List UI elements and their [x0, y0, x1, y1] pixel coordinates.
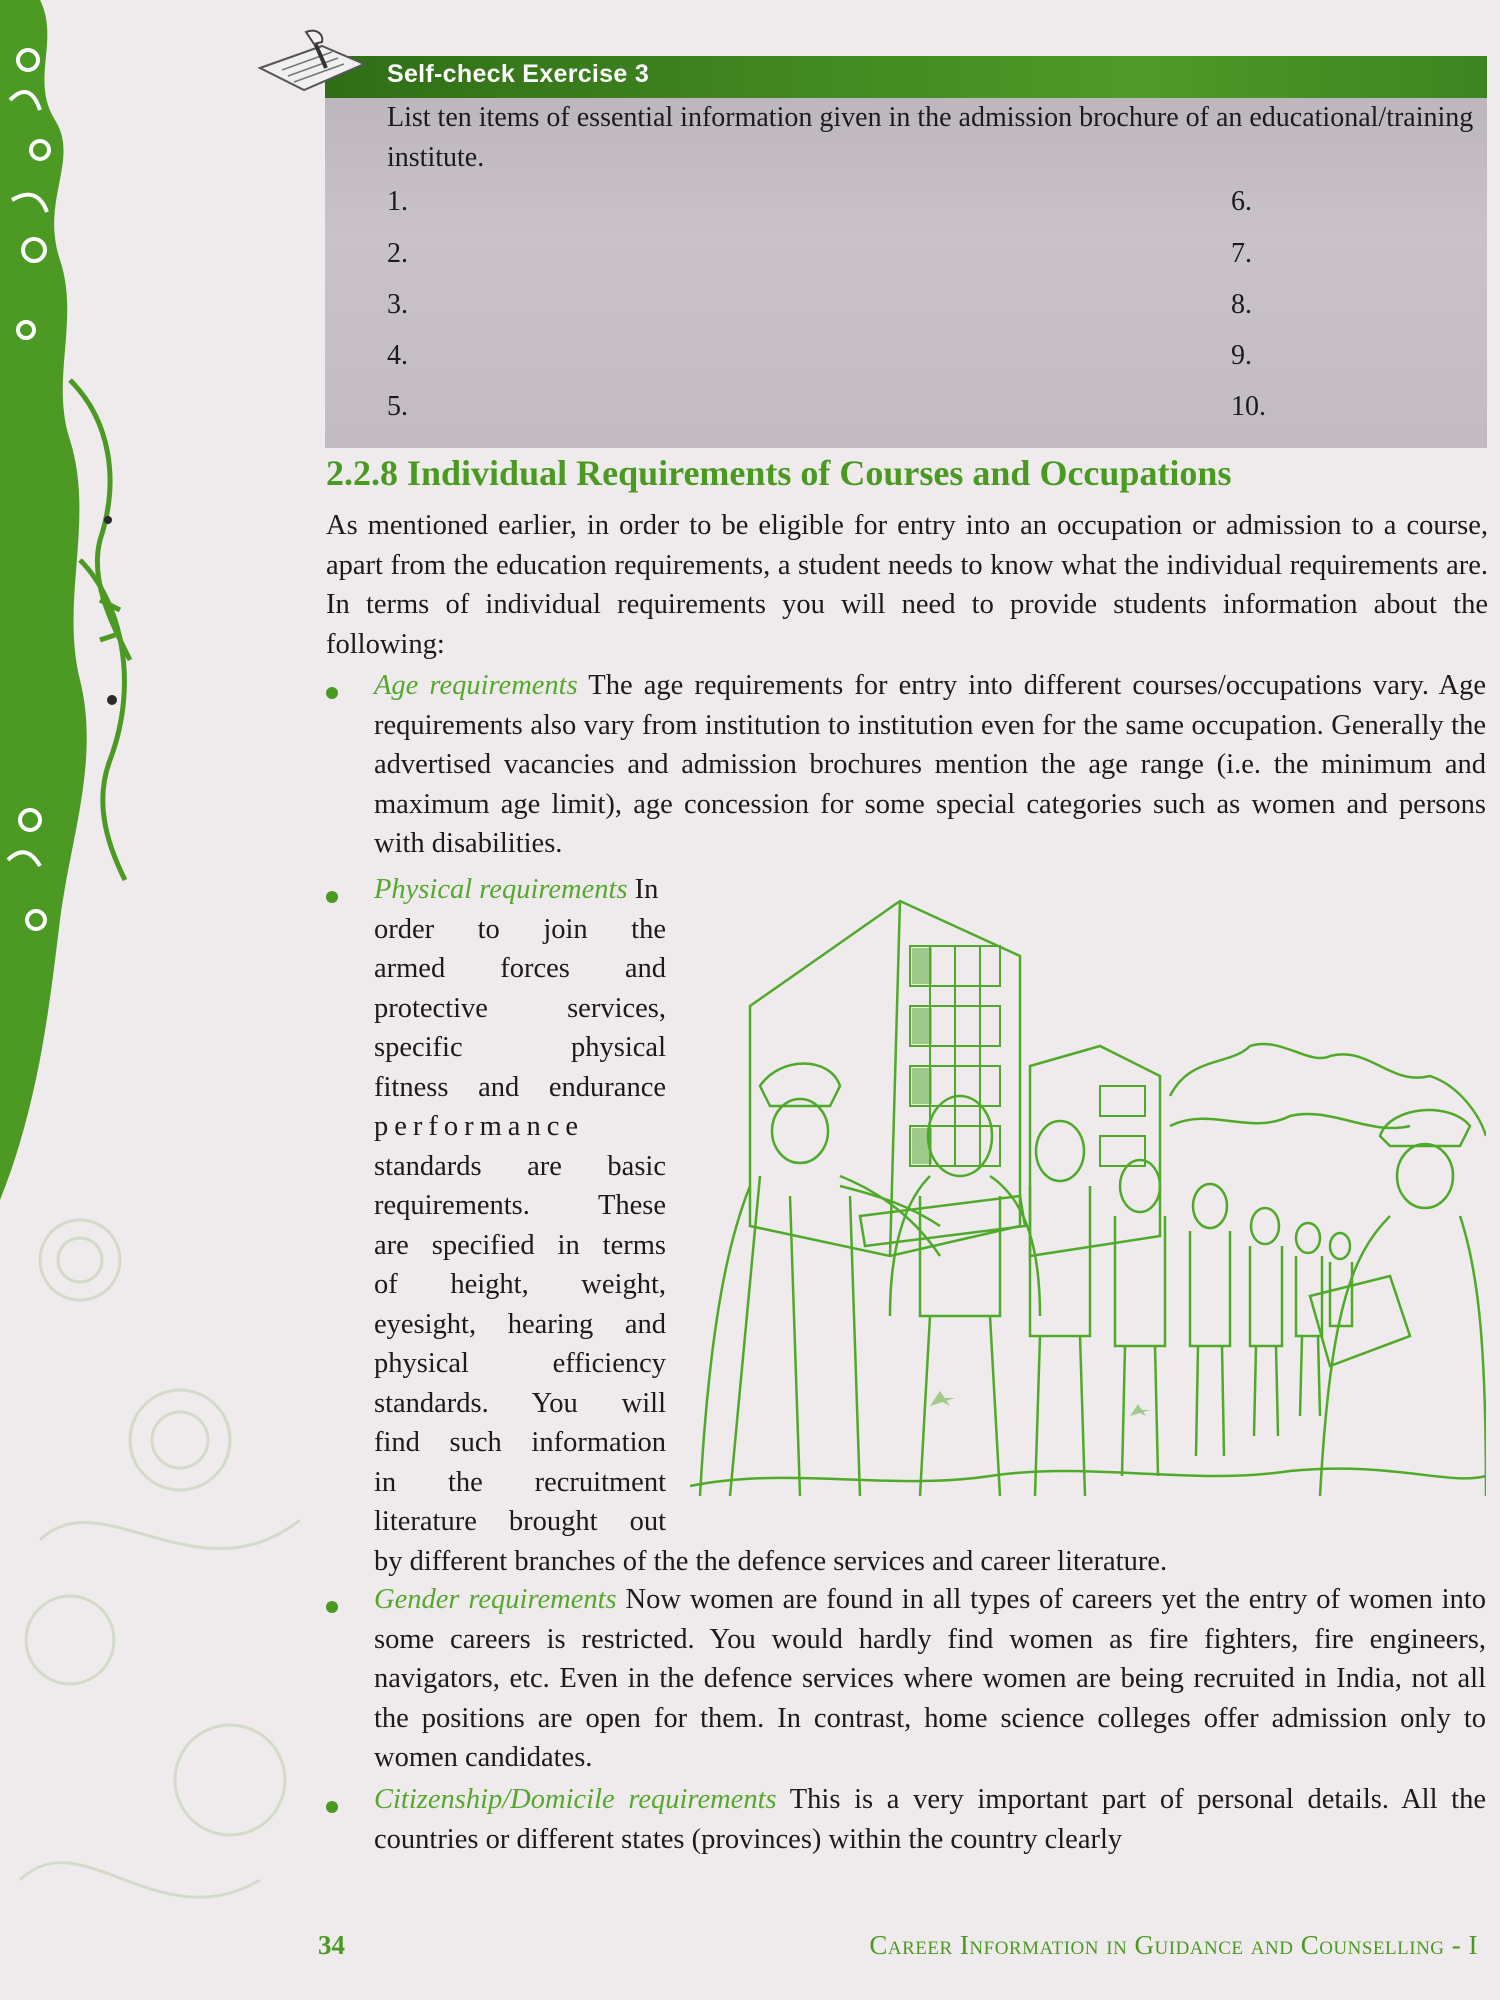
- bullet-dot: [326, 891, 338, 903]
- list-number: 4.: [387, 340, 408, 371]
- physical-line: requirements. These: [374, 1190, 666, 1221]
- bullet-dot: [326, 1801, 338, 1813]
- physical-line: protective services,: [374, 992, 666, 1024]
- list-number: 9.: [1231, 340, 1252, 371]
- list-number: 6.: [1231, 186, 1252, 217]
- list-number: 3.: [387, 289, 408, 320]
- exercise-banner: [325, 56, 1487, 98]
- recruitment-illustration: [690, 896, 1486, 1496]
- faded-ornament: [0, 1180, 320, 2000]
- citizenship-requirements-text: This is a very important part of personal details. All the countries or different states (provinces) within the country clearly: [374, 1784, 1486, 1855]
- list-number: 1.: [387, 186, 408, 217]
- bullet-dot: [326, 1601, 338, 1613]
- physical-line: are specified in terms: [374, 1229, 666, 1261]
- list-number: 8.: [1231, 289, 1252, 320]
- physical-line: physical efficiency: [374, 1348, 666, 1379]
- list-number: 2.: [387, 238, 408, 269]
- list-number: 5.: [387, 391, 408, 422]
- physical-line: performance: [374, 1111, 584, 1142]
- citizenship-requirements-label: Citizenship/Domicile requirements: [374, 1784, 777, 1815]
- age-requirements-text: The age requirements for entry into different courses/occupations vary. Age requirements also vary from institution to institution even for the same occupation. Generally the advertised vacancies and admission brochures mention the age range (i.e. the minimum and maximum age limit), age concession for some special categories such as women and persons with disabilities.: [374, 670, 1486, 859]
- page-number: 34: [318, 1930, 345, 1960]
- physical-line: in the recruitment: [374, 1466, 666, 1498]
- physical-requirements-item: [374, 870, 666, 1542]
- physical-line: armed forces and: [374, 953, 666, 984]
- physical-line-first: [374, 870, 666, 910]
- physical-line: find such information: [374, 1427, 666, 1458]
- physical-line: order to join the: [374, 913, 666, 945]
- age-requirements-item: [374, 666, 1486, 864]
- physical-line: fitness and endurance: [374, 1071, 666, 1103]
- physical-line: of height, weight,: [374, 1269, 666, 1300]
- physical-line: standards. You will: [374, 1387, 666, 1419]
- physical-line: eyesight, hearing and: [374, 1308, 666, 1340]
- exercise-title: Self-check Exercise 3: [387, 60, 650, 88]
- writing-hand-icon: [252, 28, 372, 110]
- age-requirements-label: Age requirements: [374, 670, 578, 701]
- physical-line: In: [634, 874, 659, 905]
- gender-requirements-item: [374, 1580, 1486, 1778]
- exercise-prompt: List ten items of essential information given in the admission brochure of an educational/training institute.: [387, 102, 1474, 173]
- bullet-dot: [326, 687, 338, 699]
- list-number: 7.: [1231, 238, 1252, 269]
- section-heading: 2.2.8 Individual Requirements of Courses and Occupations: [326, 453, 1232, 493]
- gender-requirements-text: Now women are found in all types of careers yet the entry of women into some careers is restricted. You would hardly find women as fire fighters, fire engineers, navigators, etc. Even in the defence services where women are being recruited in India, not all the positions are open for them. In contrast, home science colleges offer admission only to women candidates.: [374, 1584, 1486, 1773]
- gender-requirements-label: Gender requirements: [374, 1584, 617, 1615]
- self-check-exercise: [325, 56, 1487, 448]
- decorative-side-strip: [0, 0, 150, 1200]
- physical-line: standards are basic: [374, 1150, 666, 1182]
- running-footer-title: Career Information in Guidance and Counselling - I: [869, 1930, 1478, 1960]
- intro-paragraph: As mentioned earlier, in order to be eligible for entry into an occupation or admission to a course, apart from the education requirements, a student needs to know what the individual requirements are. In terms of individual requirements you will need to provide students information about the following:: [326, 510, 1488, 660]
- physical-requirements-tail: by different branches of the the defence services and career literature.: [374, 1546, 1168, 1577]
- physical-line: specific physical: [374, 1032, 666, 1063]
- citizenship-requirements-item: [374, 1780, 1486, 1859]
- list-number: 10.: [1231, 391, 1266, 422]
- exercise-body: [325, 98, 1487, 448]
- physical-requirements-label: Physical requirements: [374, 874, 628, 905]
- physical-line: literature brought out: [374, 1506, 666, 1537]
